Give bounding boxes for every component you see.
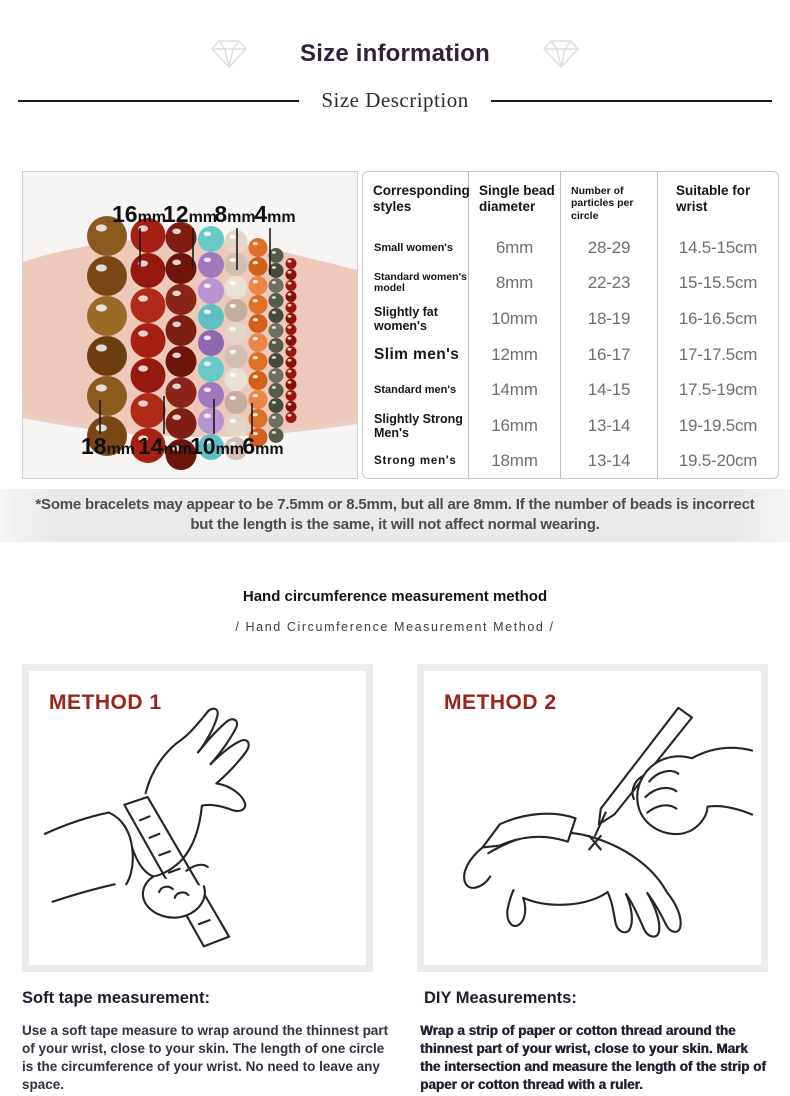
bead [269, 293, 284, 308]
row-diameter-value: 18mm [469, 444, 561, 479]
bead [87, 336, 127, 376]
bead [269, 338, 284, 353]
bead-highlight [96, 384, 107, 391]
row-wrist-value: 15-15.5cm [678, 273, 758, 293]
bead-highlight [287, 260, 291, 263]
bead [269, 308, 284, 323]
bead-highlight [204, 335, 211, 340]
bead-highlight [272, 326, 276, 329]
bead-highlight [138, 295, 148, 301]
bead [166, 284, 197, 315]
row-particles-value: 22-23 [561, 266, 658, 302]
bead-highlight [287, 271, 291, 274]
measurement-subheading: / Hand Circumference Measurement Method / [235, 620, 555, 634]
bead [166, 377, 197, 408]
bead-highlight [272, 386, 276, 389]
bead-highlight [172, 353, 181, 359]
bead [225, 299, 248, 322]
row-diameter-value: 6mm [469, 230, 561, 266]
bead [286, 412, 297, 423]
bead-highlight [230, 235, 236, 239]
bead-highlight [272, 401, 276, 404]
bead-highlight [172, 229, 181, 235]
bead-highlight [253, 356, 258, 359]
size-section [0, 171, 790, 479]
row-wrist-value: 19.5-20cm [678, 451, 758, 471]
row-wrist-value: 19-19.5cm [678, 415, 758, 435]
bead [249, 371, 268, 390]
bead-highlight [272, 341, 276, 344]
bead [198, 252, 224, 278]
bead-highlight [230, 373, 236, 377]
soft-tape-title: Soft tape measurement: [22, 989, 210, 1007]
bead-highlight [230, 258, 236, 262]
row-particles-value: 13-14 [561, 444, 658, 479]
bead [249, 295, 268, 314]
bead [166, 315, 197, 346]
bead [198, 304, 224, 330]
bead [286, 335, 297, 346]
bead-highlight [230, 350, 236, 354]
bead-highlight [230, 304, 236, 308]
bead [225, 391, 248, 414]
bead [286, 401, 297, 412]
header [0, 0, 790, 70]
bead [198, 382, 224, 408]
bead [249, 352, 268, 371]
bead [286, 357, 297, 368]
bead-highlight [138, 330, 148, 336]
bead-size-label: 4mm [254, 201, 296, 227]
bead-highlight [204, 413, 211, 418]
bead-size-label: 6mm [242, 433, 284, 459]
diamond-icon [208, 38, 250, 70]
bead [198, 330, 224, 356]
bead [249, 314, 268, 333]
bead-highlight [272, 296, 276, 299]
bead-highlight [253, 242, 258, 245]
row-wrist-value: 16-16.5cm [678, 308, 758, 328]
column-header-particles: Number of particles per circle [561, 172, 658, 230]
method-1-label: METHOD 1 [49, 691, 162, 714]
diy-body: Wrap a strip of paper or cotton thread around the thinnest part of your wrist, close to your skin. Mark the intersection and measure the length of the strip of paper or cotton thread with a ruler. [420, 1023, 766, 1092]
measurement-heading-block [0, 588, 790, 634]
bead [269, 398, 284, 413]
bead [286, 302, 297, 313]
row-wrist-value: 14.5-15cm [678, 237, 758, 257]
bead-highlight [272, 431, 276, 434]
bead-highlight [204, 309, 211, 314]
bead [249, 238, 268, 257]
bead-highlight [253, 280, 258, 283]
diy-instruction [420, 989, 768, 1094]
bead [225, 368, 248, 391]
bead-size-label: 18mm [80, 433, 136, 459]
measurement-heading: Hand circumference measurement method [242, 588, 548, 605]
bead-highlight [204, 257, 211, 262]
bead [269, 383, 284, 398]
bead-highlight [287, 293, 291, 296]
bead [166, 253, 197, 284]
diy-title: DIY Measurements: [424, 989, 577, 1007]
row-style-label: Standard women's model [363, 266, 469, 302]
bead [131, 358, 166, 393]
bead [249, 257, 268, 276]
bead-highlight [272, 266, 276, 269]
row-particles-value: 16-17 [561, 337, 658, 373]
bead [225, 230, 248, 253]
bead [131, 253, 166, 288]
bead [269, 413, 284, 428]
bead [198, 356, 224, 382]
bead [286, 324, 297, 335]
note-line: *Some bracelets may appear to be 7.5mm or 8.5mm, but all are 8mm. If the number of beads is incorrect [35, 496, 755, 513]
method-2-label: METHOD 2 [444, 691, 557, 714]
bead-highlight [272, 356, 276, 359]
bead-highlight [287, 315, 291, 318]
bead [225, 253, 248, 276]
bead-highlight [253, 394, 258, 397]
bead-highlight [253, 337, 258, 340]
bead-highlight [287, 392, 291, 395]
bead [269, 368, 284, 383]
bead-highlight [287, 414, 291, 417]
bead-highlight [204, 387, 211, 392]
row-diameter-value: 12mm [469, 337, 561, 373]
bead [286, 258, 297, 269]
hand-tape-measure-illustration [39, 699, 359, 961]
bead-highlight [287, 304, 291, 307]
bead-highlight [253, 413, 258, 416]
bracelet-figure-svg [23, 172, 357, 478]
bead-highlight [272, 416, 276, 419]
bead [198, 408, 224, 434]
bracelet-photo [22, 171, 358, 479]
bead-highlight [96, 344, 107, 351]
bead [269, 278, 284, 293]
bead-highlight [253, 318, 258, 321]
divider-line [491, 100, 772, 102]
method-boxes [0, 664, 790, 972]
bead [225, 322, 248, 345]
bead [225, 276, 248, 299]
bead-highlight [230, 396, 236, 400]
row-particles-value: 28-29 [561, 230, 658, 266]
bead-size-label: 8mm [214, 201, 256, 227]
subtitle-row [0, 88, 790, 113]
method-2-box [417, 664, 768, 972]
bead-highlight [204, 361, 211, 366]
bead-highlight [172, 291, 181, 297]
bead-highlight [138, 365, 148, 371]
bead-size-label: 12mm [162, 201, 218, 227]
bead [249, 333, 268, 352]
row-diameter-value: 10mm [469, 301, 561, 337]
bead-highlight [272, 281, 276, 284]
column-header-styles: Corresponding styles [363, 172, 469, 230]
bead-highlight [287, 403, 291, 406]
bead [286, 346, 297, 357]
bead [269, 323, 284, 338]
row-style-label: Strong men's [363, 444, 469, 479]
row-diameter-value: 14mm [469, 372, 561, 408]
note-band [0, 489, 790, 542]
bead-highlight [253, 299, 258, 302]
bead-highlight [287, 348, 291, 351]
bead-highlight [287, 381, 291, 384]
note-line: but the length is the same, it will not affect normal wearing. [190, 516, 600, 533]
row-diameter-value: 16mm [469, 408, 561, 444]
row-particles-value: 14-15 [561, 372, 658, 408]
column-header-diameter: Single bead diameter [469, 172, 561, 230]
bead-highlight [287, 359, 291, 362]
soft-tape-instruction [22, 989, 394, 1094]
bead-highlight [204, 231, 211, 236]
bead-size-label: 16mm [111, 201, 167, 227]
soft-tape-body: Use a soft tape measure to wrap around the thinnest part of your wrist, close to your skin. The length of one circle is the circumference of your wrist. No need to leave any space. [22, 1023, 389, 1092]
bead-highlight [230, 281, 236, 285]
bead-highlight [96, 304, 107, 311]
method-1-box [22, 664, 373, 972]
bead [198, 226, 224, 252]
bead [131, 288, 166, 323]
row-style-label: Standard men's [363, 372, 469, 408]
row-style-label: Small women's [363, 230, 469, 266]
bead-highlight [96, 264, 107, 271]
row-wrist-value: 17-17.5cm [678, 344, 758, 364]
section-subtitle: Size Description [321, 88, 469, 112]
diamond-icon [540, 38, 582, 70]
size-table [362, 171, 779, 479]
bead [286, 313, 297, 324]
row-style-label: Slightly Strong Men's [363, 408, 469, 444]
bead [131, 393, 166, 428]
row-particles-value: 18-19 [561, 301, 658, 337]
bead-size-label: 14mm [137, 433, 193, 459]
bead-highlight [287, 326, 291, 329]
row-wrist-value: 17.5-19cm [678, 380, 758, 400]
row-diameter-value: 8mm [469, 266, 561, 302]
bead-highlight [253, 261, 258, 264]
hand-pen-mark-illustration [434, 699, 754, 961]
bead [166, 346, 197, 377]
bead [286, 390, 297, 401]
bead-highlight [96, 224, 107, 231]
bead [269, 353, 284, 368]
bead-highlight [230, 327, 236, 331]
bead-highlight [172, 415, 181, 421]
divider-line [18, 100, 299, 102]
row-style-label: Slightly fat women's [363, 301, 469, 337]
bead-highlight [172, 384, 181, 390]
bead [286, 368, 297, 379]
bead-highlight [272, 251, 276, 254]
bead [286, 269, 297, 280]
bead-highlight [253, 375, 258, 378]
bead-highlight [287, 282, 291, 285]
column-header-wrist: Suitable for wrist [676, 183, 751, 214]
bead [87, 256, 127, 296]
bead [286, 291, 297, 302]
bead [87, 376, 127, 416]
bead [286, 280, 297, 291]
bead-highlight [272, 371, 276, 374]
bead-highlight [96, 424, 107, 431]
bead-highlight [230, 419, 236, 423]
page-title: Size information [300, 40, 490, 67]
bead [249, 276, 268, 295]
bead-size-label: 10mm [189, 433, 245, 459]
bead [131, 323, 166, 358]
bead [87, 296, 127, 336]
bead-highlight [287, 370, 291, 373]
bead [198, 278, 224, 304]
bead [225, 345, 248, 368]
bead-highlight [138, 400, 148, 406]
bead-highlight [172, 322, 181, 328]
row-particles-value: 13-14 [561, 408, 658, 444]
instructions [0, 989, 790, 1094]
bead-highlight [287, 337, 291, 340]
bead-highlight [172, 260, 181, 266]
bead-highlight [204, 283, 211, 288]
bead-highlight [272, 311, 276, 314]
bead [286, 379, 297, 390]
row-style-label: Slim men's [363, 337, 469, 373]
